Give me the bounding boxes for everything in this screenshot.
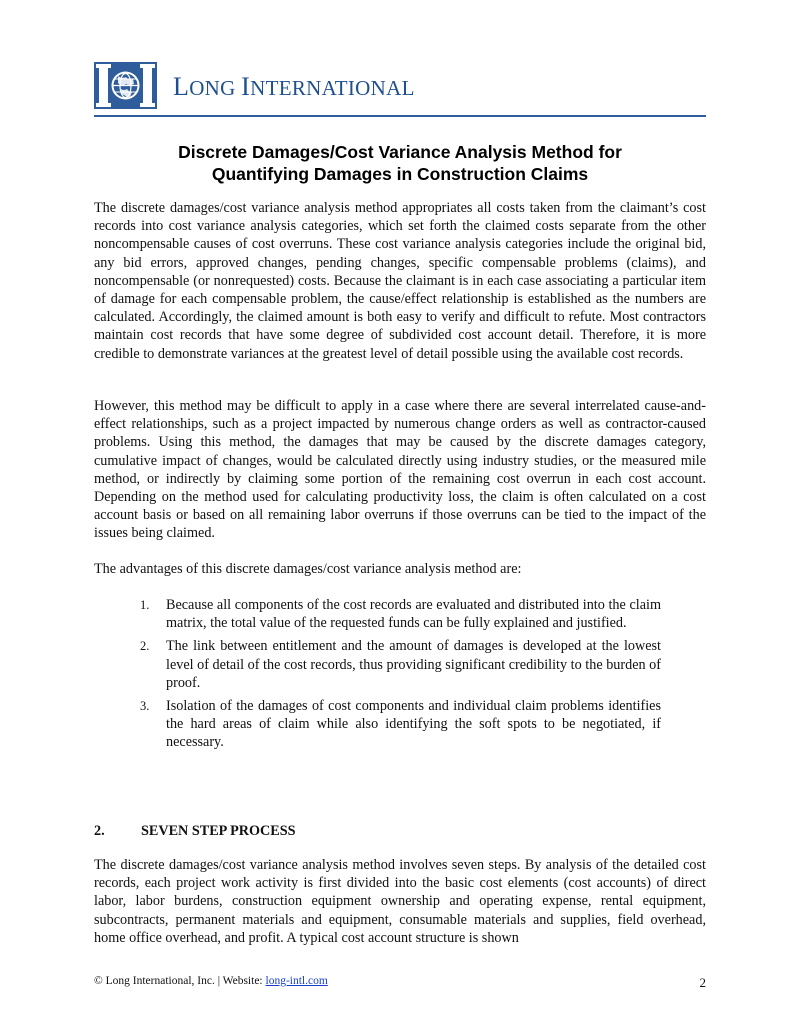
- document-header: [94, 62, 706, 114]
- paragraph-1: The discrete damages/cost variance analysis method appropriates all costs taken from the claimant’s cost records into cost variance analysis categories, which set forth the claimed costs separate from the other noncompensable causes of cost overruns. These cost variance analysis categories include the original bid, any bid errors, approved changes, pending changes, specific compensable problems (claims), and noncompensable (or nonrequested) costs. Because the claimant is in each case associating a particular item of damage for each compensable problem, the cause/effect relationship is established as the numbers are calculated. Accordingly, the claimed amount is both easy to verify and difficult to refute. Most contractors maintain cost records that have some degree of subdivided cost account detail. Therefore, it is more credible to demonstrate variances at the greatest level of detail possible using the available cost records.: [94, 200, 706, 362]
- list-item: [136, 697, 661, 752]
- brand-word-international: NTERNATIONAL: [250, 76, 415, 100]
- brand-initial-i: I: [241, 72, 251, 101]
- brand-name: [173, 72, 415, 102]
- list-item: [136, 637, 661, 692]
- paragraph-3: The advantages of this discrete damages/cost variance analysis method are:: [94, 561, 522, 577]
- title-line-1: Discrete Damages/Cost Variance Analysis Method for: [178, 142, 622, 162]
- section-number: 2.: [94, 823, 105, 839]
- brand-word-long: ONG: [189, 76, 236, 100]
- page-footer: [94, 975, 706, 990]
- title-line-2: Quantifying Damages in Construction Claims: [211, 164, 589, 184]
- list-item-text: Because all components of the cost records are evaluated and distributed into the claim matrix, the total value of the requested funds can be fully explained and justified.: [166, 597, 661, 632]
- header-rule: [94, 115, 706, 117]
- list-item-number: 2.: [140, 639, 150, 654]
- long-international-logo-icon: [94, 62, 157, 109]
- footer-copyright: © Long International, Inc. | Website:: [94, 975, 266, 987]
- paragraph-2: However, this method may be difficult to apply in a case where there are several interrelated cause-and-effect relationships, such as a project impacted by numerous change orders as well as contractor-caused problems. Using this method, the damages that may be caused by the discrete damages category, cumulative impact of changes, would be calculated directly using industry studies, or the measured mile method, or indirectly by claiming some portion of the remaining cost overrun in each cost account. Depending on the method used for calculating productivity loss, the claim is often calculated on a cost account basis or based on all remaining labor overruns if those overruns can be tied to the impact of the issues being claimed.: [94, 398, 706, 542]
- list-item: [136, 596, 661, 632]
- list-item-text: The link between entitlement and the amount of damages is developed at the lowest level of detail of the cost records, thus providing significant credibility to the burden of proof.: [166, 638, 661, 691]
- paragraph-4: The discrete damages/cost variance analysis method involves seven steps. By analysis of the detailed cost records, each project work activity is first divided into the basic cost elements (cost accounts) of direct labor, labor burdens, construction equipment ownership and operating expense, rental equipment, subcontracts, permanent materials and equipment, consumable materials and supplies, field overhead, home office overhead, and profit. A typical cost account structure is shown: [94, 857, 706, 946]
- brand-initial-l: L: [173, 72, 190, 101]
- advantages-list: [136, 596, 661, 757]
- section-heading: [94, 823, 296, 840]
- list-item-number: 1.: [140, 598, 150, 612]
- website-link[interactable]: long-intl.com: [265, 975, 328, 987]
- page-number: 2: [699, 975, 706, 990]
- section-title: SEVEN STEP PROCESS: [141, 823, 296, 839]
- list-item-number: 3.: [140, 699, 150, 714]
- list-item-text: Isolation of the damages of cost components and individual claim problems identifies the hard areas of claim while also identifying the soft spots to be negotiated, if necessary.: [166, 698, 661, 751]
- document-title: [94, 141, 706, 185]
